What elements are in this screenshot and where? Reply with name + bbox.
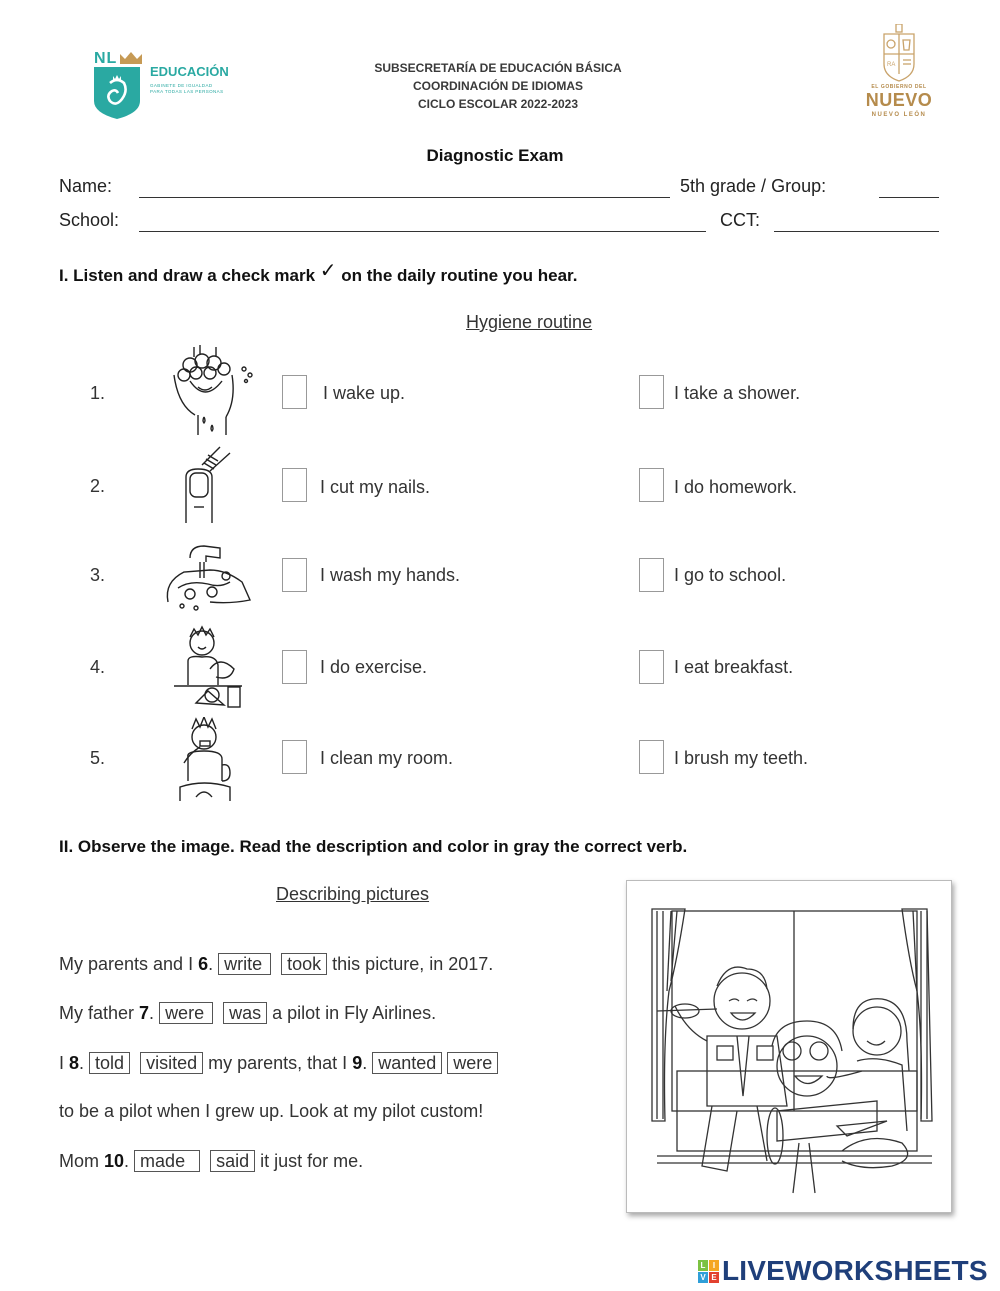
- question-number: 7: [139, 1003, 150, 1023]
- sentence-7: [59, 1002, 436, 1024]
- option-do-exercise: I do exercise.: [320, 657, 428, 677]
- question-number: 9: [352, 1053, 363, 1073]
- option-cut-nails: I cut my nails.: [320, 477, 431, 497]
- checkbox-clean-room[interactable]: [282, 740, 307, 774]
- gov-sub-text: NUEVO LEÓN: [871, 112, 927, 118]
- sentence-text: .: [79, 1053, 90, 1073]
- question-number: 10: [104, 1151, 125, 1171]
- sentence-text: my parents, that I: [203, 1053, 353, 1073]
- verb-option-said[interactable]: said: [210, 1150, 255, 1172]
- check-mark-icon: ✓: [319, 260, 337, 282]
- option-clean-room: I clean my room.: [320, 748, 454, 768]
- shield-icon: [94, 67, 140, 119]
- sentence-text: it just for me.: [255, 1151, 364, 1171]
- checkbox-brush-teeth[interactable]: [639, 740, 664, 774]
- routine-row-1: [0, 345, 1000, 435]
- routine-row-4: [0, 625, 1000, 715]
- describing-pictures-subtitle: Describing pictures: [276, 884, 430, 904]
- name-label: Name:: [59, 176, 113, 196]
- sentence-10: [59, 1150, 363, 1172]
- row-number: 1.: [90, 383, 106, 403]
- verb-option-made[interactable]: made: [134, 1150, 200, 1172]
- verb-option-was[interactable]: was: [223, 1002, 267, 1024]
- sentence-text: My father: [59, 1003, 140, 1023]
- hygiene-routine-subtitle: Hygiene routine: [466, 312, 593, 332]
- row-number: 4.: [90, 657, 106, 677]
- header-line-1: SUBSECRETARÍA DE EDUCACIÓN BÁSICA: [374, 61, 622, 75]
- gov-big-text: NUEVO: [865, 90, 933, 110]
- school-label: School:: [59, 210, 120, 230]
- option-go-to-school: I go to school.: [674, 565, 787, 585]
- verb-option-told[interactable]: told: [89, 1052, 130, 1074]
- name-field[interactable]: [139, 197, 670, 198]
- checkbox-do-homework[interactable]: [639, 468, 664, 502]
- educacion-label: EDUCACIÓN: [150, 64, 229, 79]
- educacion-subtitle-line2: PARA TODAS LAS PERSONAS: [150, 88, 224, 94]
- liveworksheets-logo: [698, 1256, 988, 1286]
- tile-v: V: [698, 1272, 708, 1283]
- verb-option-took[interactable]: took: [281, 953, 327, 975]
- routine-row-5: [0, 715, 1000, 805]
- verb-option-were-2[interactable]: were: [447, 1052, 498, 1074]
- verb-option-visited[interactable]: visited: [140, 1052, 203, 1074]
- nuevo-leon-logo: [858, 24, 940, 119]
- checkbox-take-shower[interactable]: [639, 375, 664, 409]
- boy-eating-breakfast-icon: [160, 625, 255, 710]
- educacion-logo: [94, 50, 244, 120]
- sentence-text: Mom: [59, 1151, 104, 1171]
- nl-abbr: NL: [94, 50, 118, 67]
- routine-row-3: [0, 540, 1000, 630]
- option-brush-teeth: I brush my teeth.: [674, 748, 809, 768]
- sentence-continuation: to be a pilot when I grew up. Look at my pilot custom!: [59, 1101, 484, 1121]
- checkbox-eat-breakfast[interactable]: [639, 650, 664, 684]
- row-number: 5.: [90, 748, 106, 768]
- educacion-subtitle: [150, 83, 250, 94]
- checkbox-go-to-school[interactable]: [639, 558, 664, 592]
- sentence-text: I: [59, 1053, 70, 1073]
- cct-label: CCT:: [720, 210, 760, 230]
- sentence-text: .: [362, 1053, 373, 1073]
- coat-of-arms-icon: [876, 24, 922, 82]
- section-2-heading: II. Observe the image. Read the description and color in gray the correct verb.: [59, 837, 688, 856]
- question-number: 8: [69, 1053, 80, 1073]
- section-1-heading: [59, 262, 577, 287]
- crown-icon: [120, 52, 142, 64]
- checkbox-wash-hands[interactable]: [282, 558, 307, 592]
- option-do-homework: I do homework.: [674, 477, 798, 497]
- tile-e: E: [709, 1272, 719, 1283]
- group-field[interactable]: [879, 197, 939, 198]
- header-line-2: COORDINACIÓN DE IDIOMAS: [412, 79, 583, 93]
- liveworksheets-tiles-icon: [698, 1260, 719, 1283]
- sentence-6: [59, 953, 493, 975]
- school-field[interactable]: [139, 231, 706, 232]
- row-number: 3.: [90, 565, 106, 585]
- checkbox-do-exercise[interactable]: [282, 650, 307, 684]
- liveworksheets-brand: LIVEWORKSHEETS: [722, 1255, 988, 1286]
- row-number: 2.: [90, 476, 106, 496]
- tile-i: I: [709, 1260, 719, 1271]
- grade-group-label: 5th grade / Group:: [680, 176, 827, 196]
- finger-nail-icon: [160, 445, 255, 525]
- option-wash-hands: I wash my hands.: [320, 565, 461, 585]
- option-take-shower: I take a shower.: [674, 383, 801, 403]
- tile-l: L: [698, 1260, 708, 1271]
- option-wake-up: I wake up.: [323, 383, 406, 403]
- shower-washing-hair-icon: [160, 345, 255, 440]
- question-number: 6: [198, 954, 209, 974]
- checkbox-cut-nails[interactable]: [282, 468, 307, 502]
- sentence-text: My parents and I: [59, 954, 199, 974]
- section-1-heading-prefix: I. Listen and draw a check mark: [59, 266, 316, 285]
- section-1-heading-suffix: on the daily routine you hear.: [341, 266, 578, 285]
- sentence-text: .: [124, 1151, 135, 1171]
- gov-small-text: EL GOBIERNO DEL: [871, 84, 927, 90]
- sentence-text: .: [149, 1003, 160, 1023]
- header-line-3: CICLO ESCOLAR 2022-2023: [417, 97, 579, 111]
- svg-text:RA: RA: [887, 62, 896, 68]
- sentence-text: this picture, in 2017.: [327, 954, 494, 974]
- family-pilot-illustration-icon: [627, 881, 951, 1212]
- educacion-subtitle-line1: GABINETE DE IGUALDAD: [150, 83, 213, 88]
- institution-header: [340, 59, 656, 113]
- verb-option-wanted[interactable]: wanted: [372, 1052, 442, 1074]
- routine-row-2: [0, 445, 1000, 535]
- verb-option-write[interactable]: write: [218, 953, 271, 975]
- sentence-text: .: [208, 954, 219, 974]
- cct-field[interactable]: [774, 231, 939, 232]
- sentence-text: a pilot in Fly Airlines.: [267, 1003, 437, 1023]
- checkbox-wake-up[interactable]: [282, 375, 307, 409]
- boy-brushing-teeth-icon: [160, 717, 255, 803]
- verb-option-were[interactable]: were: [159, 1002, 213, 1024]
- sentence-8-9: [59, 1052, 498, 1074]
- family-pilot-picture: [626, 880, 952, 1213]
- page-title: Diagnostic Exam: [426, 146, 564, 165]
- option-eat-breakfast: I eat breakfast.: [674, 657, 794, 677]
- washing-hands-icon: [160, 542, 255, 612]
